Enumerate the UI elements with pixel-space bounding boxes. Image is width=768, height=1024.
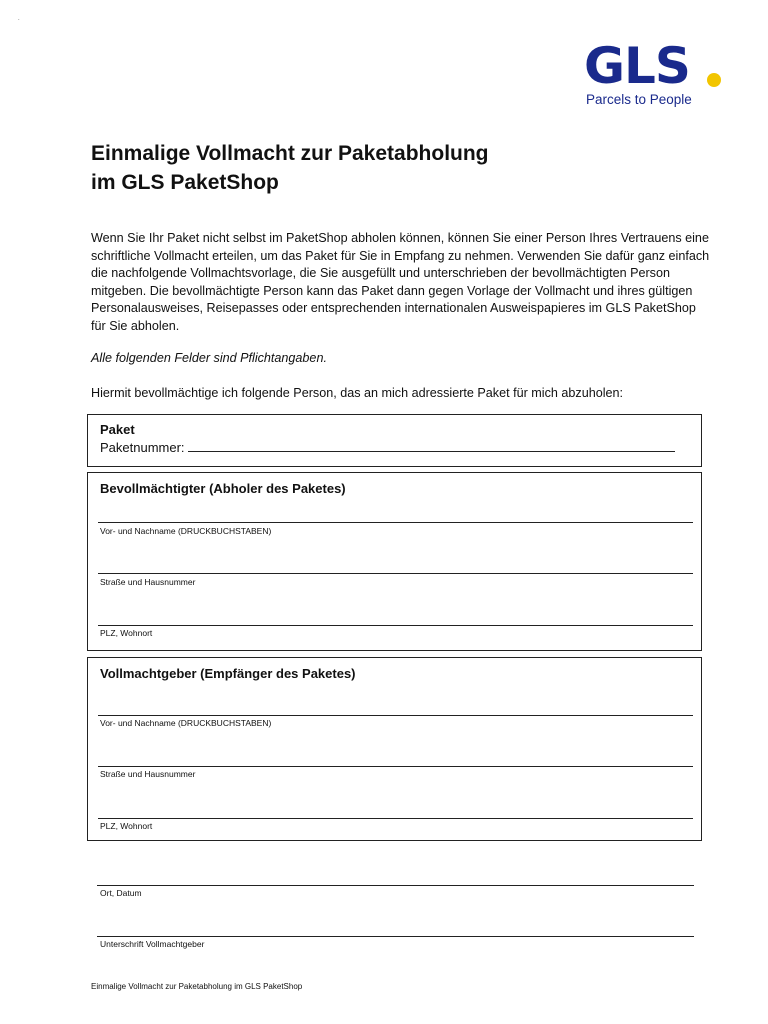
authorization-statement: Hiermit bevollmächtige ich folgende Person, das an mich adressierte Paket für mich abzuholen: (91, 386, 624, 400)
bev-street-field[interactable] (98, 573, 693, 574)
title-line-2: im GLS PaketShop (91, 171, 279, 194)
signature-field[interactable] (97, 936, 694, 937)
logo-wordmark: GLS (584, 37, 690, 95)
place-date-field[interactable] (97, 885, 694, 886)
gls-logo (584, 37, 734, 112)
logo-dot (707, 73, 721, 87)
place-date-label: Ort, Datum (100, 888, 142, 898)
corner-mark: . (18, 16, 20, 22)
paket-number-row (100, 439, 675, 455)
bev-name-label: Vor- und Nachname (DRUCKBUCHSTABEN) (100, 526, 272, 536)
bevollmaechtigter-section (87, 472, 702, 651)
bevollmaechtigter-title: Bevollmächtigter (Abholer des Paketes) (100, 481, 346, 496)
required-note: Alle folgenden Felder sind Pflichtangaben. (91, 351, 327, 365)
vg-city-label: PLZ, Wohnort (100, 821, 153, 831)
paket-title: Paket (100, 422, 135, 437)
bev-street-label: Straße und Hausnummer (100, 577, 196, 587)
bev-city-field[interactable] (98, 625, 693, 626)
logo-tagline: Parcels to People (586, 92, 692, 107)
paket-number-field[interactable] (188, 439, 675, 452)
vg-name-label: Vor- und Nachname (DRUCKBUCHSTABEN) (100, 718, 272, 728)
vg-city-field[interactable] (98, 818, 693, 819)
title-line-1: Einmalige Vollmacht zur Paketabholung (91, 142, 489, 165)
paket-number-label: Paketnummer: (100, 440, 185, 455)
page-footer: Einmalige Vollmacht zur Paketabholung im GLS PaketShop (91, 982, 303, 991)
vg-name-field[interactable] (98, 715, 693, 716)
bev-name-field[interactable] (98, 522, 693, 523)
vollmachtgeber-section (87, 657, 702, 841)
signature-label: Unterschrift Vollmachtgeber (100, 939, 205, 949)
intro-paragraph: Wenn Sie Ihr Paket nicht selbst im PaketShop abholen können, können Sie einer Person Ihres Vertrauens eine schriftliche Vollmacht erteilen, um das Paket für Sie in Empfang zu nehmen. Verwenden Sie dafür ganz einfach die nachfolgende Vollmachtsvorlage, die Sie ausgefüllt und unterschrieben der bevollmächtigten Person mitgeben. Die bevollmächtigte Person kann das Paket dann gegen Vorlage der Vollmacht und ihres gültigen Personalausweises, Reisepasses oder entsprechenden internationalen Ausweispapieres im GLS PaketShop für Sie abholen. (91, 231, 710, 333)
document-title (91, 139, 489, 197)
vg-street-field[interactable] (98, 766, 693, 767)
paket-section (87, 414, 702, 467)
vg-street-label: Straße und Hausnummer (100, 769, 196, 779)
bev-city-label: PLZ, Wohnort (100, 628, 153, 638)
vollmachtgeber-title: Vollmachtgeber (Empfänger des Paketes) (100, 666, 356, 681)
